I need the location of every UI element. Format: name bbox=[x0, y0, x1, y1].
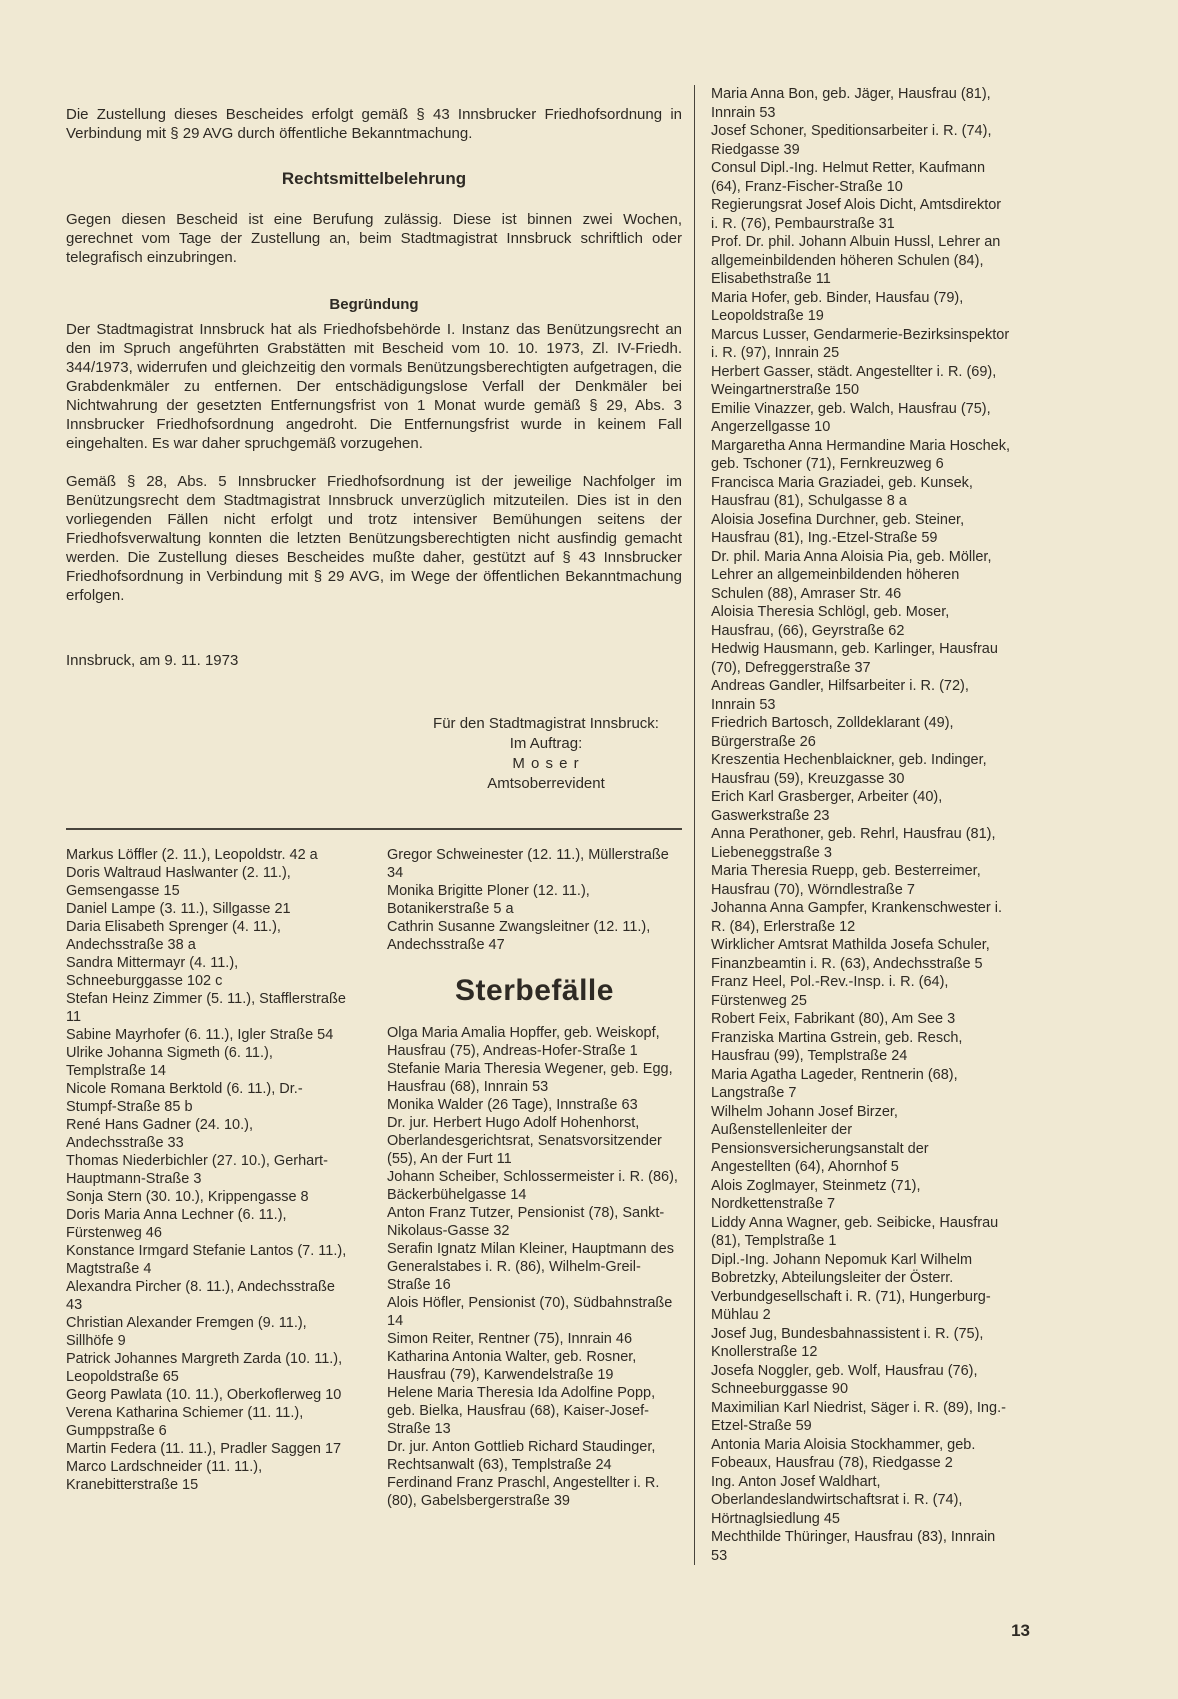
death-entry: Maria Anna Bon, geb. Jäger, Hausfrau (81), Innrain 53 bbox=[711, 86, 991, 121]
signature-block bbox=[410, 714, 682, 794]
death-entry: Hedwig Hausmann, geb. Karlinger, Hausfrau (70), Defreggerstraße 37 bbox=[711, 641, 998, 676]
death-entry: Dr. phil. Maria Anna Aloisia Pia, geb. Möller, Lehrer an allgemeinbildenden höheren Schulen (88), Amraser Str. 46 bbox=[711, 548, 992, 602]
birth-entry: Doris Maria Anna Lechner (6. 11.), Fürstenweg 46 bbox=[66, 1207, 287, 1241]
deaths-list-column-1 bbox=[387, 1024, 682, 1510]
birth-entry: Marco Lardschneider (11. 11.), Kranebitterstraße 15 bbox=[66, 1459, 263, 1493]
death-entry: Friedrich Bartosch, Zolldeklarant (49), Bürgerstraße 26 bbox=[711, 715, 954, 750]
dateline: Innsbruck, am 9. 11. 1973 bbox=[66, 652, 239, 669]
death-entry: Josef Jug, Bundesbahnassistent i. R. (75), Knollerstraße 12 bbox=[711, 1325, 984, 1360]
main-area bbox=[66, 85, 682, 1510]
death-entry: Josefa Noggler, geb. Wolf, Hausfrau (76), Schneeburggasse 90 bbox=[711, 1362, 978, 1397]
death-entry: Dr. jur. Herbert Hugo Adolf Hohenhorst, Oberlandesgerichtsrat, Senatsvorsitzender (55), An der Furt 11 bbox=[387, 1115, 662, 1167]
birth-entry: Stefan Heinz Zimmer (5. 11.), Stafflerstraße 11 bbox=[66, 991, 346, 1025]
death-entry: Aloisia Theresia Schlögl, geb. Moser, Hausfrau, (66), Geyrstraße 62 bbox=[711, 604, 950, 639]
death-entry: Josef Schoner, Speditionsarbeiter i. R. (74), Riedgasse 39 bbox=[711, 123, 992, 158]
death-entry: Franziska Martina Gstrein, geb. Resch, Hausfrau (99), Templstraße 24 bbox=[711, 1029, 963, 1064]
death-entry: Alois Zoglmayer, Steinmetz (71), Nordkettenstraße 7 bbox=[711, 1177, 921, 1212]
death-entry: Anton Franz Tutzer, Pensionist (78), Sankt-Nikolaus-Gasse 32 bbox=[387, 1205, 665, 1239]
births-list-column-2 bbox=[387, 846, 682, 954]
birth-entry: Daniel Lampe (3. 11.), Sillgasse 21 bbox=[66, 901, 291, 917]
death-entry: Wilhelm Johann Josef Birzer, Außenstellenleiter der Pensionsversicherungsanstalt der Angestellten (64), Ahornhof 5 bbox=[711, 1103, 929, 1175]
birth-entry: Doris Waltraud Haslwanter (2. 11.), Gemsengasse 15 bbox=[66, 865, 291, 899]
death-entry: Maximilian Karl Niedrist, Säger i. R. (89), Ing.-Etzel-Straße 59 bbox=[711, 1399, 1006, 1434]
death-entry: Robert Feix, Fabrikant (80), Am See 3 bbox=[711, 1011, 956, 1027]
legal-intro-paragraph: Die Zustellung dieses Bescheides erfolgt gemäß § 43 Innsbrucker Friedhofsordnung in Verbindung mit § 29 AVG durch öffentliche Bekanntmachung. bbox=[66, 106, 682, 142]
death-entry: Anna Perathoner, geb. Rehrl, Hausfrau (81), Liebeneggstraße 3 bbox=[711, 826, 996, 861]
birth-entry: Gregor Schweinester (12. 11.), Müllerstraße 34 bbox=[387, 847, 669, 881]
horizontal-rule bbox=[66, 828, 682, 830]
appeal-instruction-heading: Rechtsmittelbelehrung bbox=[281, 169, 467, 188]
birth-entry: Ulrike Johanna Sigmeth (6. 11.), Templstraße 14 bbox=[66, 1045, 273, 1079]
death-entry: Olga Maria Amalia Hopffer, geb. Weiskopf, Hausfrau (75), Andreas-Hofer-Straße 1 bbox=[387, 1025, 660, 1059]
birth-entry: Nicole Romana Berktold (6. 11.), Dr.-Stumpf-Straße 85 b bbox=[66, 1081, 303, 1115]
birth-entry: Monika Brigitte Ploner (12. 11.), Botanikerstraße 5 a bbox=[387, 883, 590, 917]
death-entry: Alois Höfler, Pensionist (70), Südbahnstraße 14 bbox=[387, 1295, 673, 1329]
death-entry: Kreszentia Hechenblaickner, geb. Indinger, Hausfrau (59), Kreuzgasse 30 bbox=[711, 752, 987, 787]
births-list-column-1 bbox=[66, 846, 351, 1510]
birth-entry: René Hans Gadner (24. 10.), Andechsstraße 33 bbox=[66, 1117, 253, 1151]
birth-entry: Sandra Mittermayr (4. 11.), Schneeburggasse 102 c bbox=[66, 955, 239, 989]
reasoning-paragraph-2: Gemäß § 28, Abs. 5 Innsbrucker Friedhofsordnung ist der jeweilige Nachfolger im Benützungsrecht dem Stadtmagistrat Innsbruck unverzüglich mitzuteilen. Dies ist in den vorliegenden Fällen nicht erfolgt und trotz intensiver Bemühungen seitens der Friedhofsverwaltung konnten die letzten Benützungsberechtigten nicht ausfindig gemacht werden. Die Zustellung dieses Bescheides mußte daher, gestützt auf § 43 Innsbrucker Friedhofsordnung in Verbindung mit § 29 AVG, im Wege der öffentlichen Bekanntmachung erfolgen. bbox=[66, 473, 682, 604]
death-entry: Helene Maria Theresia Ida Adolfine Popp, geb. Bielka, Hausfrau (68), Kaiser-Josef-Straße 13 bbox=[387, 1385, 656, 1437]
death-entry: Prof. Dr. phil. Johann Albuin Hussl, Lehrer an allgemeinbildenden höheren Schulen (84), Elisabethstraße 11 bbox=[711, 234, 1001, 287]
signature-title: Amtsoberrevident bbox=[487, 775, 605, 792]
death-entry: Johanna Anna Gampfer, Krankenschwester i. R. (84), Erlerstraße 12 bbox=[711, 900, 1002, 935]
reasoning-heading: Begründung bbox=[329, 296, 419, 313]
death-entry: Ing. Anton Josef Waldhart, Oberlandeslandwirtschaftsrat i. R. (74), Hörtnaglsiedlung 45 bbox=[711, 1473, 963, 1527]
death-entry: Stefanie Maria Theresia Wegener, geb. Egg, Hausfrau (68), Innrain 53 bbox=[387, 1061, 673, 1095]
birth-entry: Alexandra Pircher (8. 11.), Andechsstraße 43 bbox=[66, 1279, 335, 1313]
death-entry: Margaretha Anna Hermandine Maria Hoschek, geb. Tschoner (71), Fernkreuzweg 6 bbox=[711, 437, 1011, 472]
death-entry: Monika Walder (26 Tage), Innstraße 63 bbox=[387, 1097, 638, 1113]
middle-column bbox=[387, 846, 682, 1510]
reasoning-paragraph-1: Der Stadtmagistrat Innsbruck hat als Friedhofsbehörde I. Instanz das Benützungsrecht an den im Spruch angeführten Grabstätten mit Bescheid vom 10. 10. 1973, Zl. IV-Friedh. 344/1973, widerrufen und gleichzeitig den vormals Benützungsberechtigten aufgetragen, die Grabdenkmäler zu entfernen. Der entschädigungslose Verfall der Denkmäler bei Nichtwahrung der gesetzten Entfernungsfrist von 1 Monat wurde gemäß § 29, Abs. 3 Innsbrucker Friedhofsordnung angedroht. Die Entfernungsfrist wurde in keinem Fall eingehalten. Es war daher spruchgemäß vorzugehen. bbox=[66, 321, 682, 452]
death-entry: Simon Reiter, Rentner (75), Innrain 46 bbox=[387, 1331, 633, 1347]
death-entry: Marcus Lusser, Gendarmerie-Bezirksinspektor i. R. (97), Innrain 25 bbox=[711, 326, 1010, 361]
death-entry: Johann Scheiber, Schlossermeister i. R. (86), Bäckerbühelgasse 14 bbox=[387, 1169, 678, 1203]
signature-authority-line: Für den Stadtmagistrat Innsbruck: bbox=[433, 715, 659, 732]
birth-entry: Konstance Irmgard Stefanie Lantos (7. 11.), Magtstraße 4 bbox=[66, 1243, 347, 1277]
deaths-list-column-2 bbox=[694, 85, 1010, 1565]
birth-entry: Cathrin Susanne Zwangsleitner (12. 11.), Andechsstraße 47 bbox=[387, 919, 651, 953]
birth-entry: Markus Löffler (2. 11.), Leopoldstr. 42 a bbox=[66, 847, 318, 863]
death-entry: Emilie Vinazzer, geb. Walch, Hausfrau (75), Angerzellgasse 10 bbox=[711, 400, 991, 435]
death-entry: Mechthilde Thüringer, Hausfrau (83), Innrain 53 bbox=[711, 1529, 996, 1564]
name-lists-row bbox=[66, 846, 682, 1510]
death-entry: Wirklicher Amtsrat Mathilda Josefa Schuler, Finanzbeamtin i. R. (63), Andechsstraße 5 bbox=[711, 937, 990, 972]
deaths-section-heading: Sterbefälle bbox=[455, 974, 614, 1007]
birth-entry: Verena Katharina Schiemer (11. 11.), Gumppstraße 6 bbox=[66, 1405, 304, 1439]
birth-entry: Martin Federa (11. 11.), Pradler Saggen 17 bbox=[66, 1441, 342, 1457]
signature-on-behalf-line: Im Auftrag: bbox=[509, 735, 583, 752]
death-entry: Regierungsrat Josef Alois Dicht, Amtsdirektor i. R. (76), Pembaurstraße 31 bbox=[711, 197, 1002, 232]
death-entry: Dr. jur. Anton Gottlieb Richard Staudinger, Rechtsanwalt (63), Templstraße 24 bbox=[387, 1439, 656, 1473]
birth-entry: Thomas Niederbichler (27. 10.), Gerhart-Hauptmann-Straße 3 bbox=[66, 1153, 328, 1187]
signature-name: M o s e r bbox=[512, 755, 580, 772]
death-entry: Herbert Gasser, städt. Angestellter i. R. (69), Weingartnerstraße 150 bbox=[711, 363, 997, 398]
death-entry: Consul Dipl.-Ing. Helmut Retter, Kaufmann (64), Franz-Fischer-Straße 10 bbox=[711, 160, 986, 195]
page-content bbox=[66, 85, 1010, 1565]
death-entry: Katharina Antonia Walter, geb. Rosner, Hausfrau (79), Karwendelstraße 19 bbox=[387, 1349, 637, 1383]
death-entry: Dipl.-Ing. Johann Nepomuk Karl Wilhelm Bobretzky, Abteilungsleiter der Österr. Verbundgesellschaft i. R. (71), Hungerburg-Mühlau 2 bbox=[711, 1251, 991, 1323]
legal-notice-section bbox=[66, 105, 682, 794]
birth-entry: Georg Pawlata (10. 11.), Oberkoflerweg 10 bbox=[66, 1387, 342, 1403]
death-entry: Franz Heel, Pol.-Rev.-Insp. i. R. (64), Fürstenweg 25 bbox=[711, 974, 949, 1009]
death-entry: Maria Agatha Lageder, Rentnerin (68), Langstraße 7 bbox=[711, 1066, 958, 1101]
death-entry: Serafin Ignatz Milan Kleiner, Hauptmann des Generalstabes i. R. (86), Wilhelm-Greil-Straße 16 bbox=[387, 1241, 674, 1293]
birth-entry: Christian Alexander Fremgen (9. 11.), Sillhöfe 9 bbox=[66, 1315, 307, 1349]
birth-entry: Patrick Johannes Margreth Zarda (10. 11.), Leopoldstraße 65 bbox=[66, 1351, 343, 1385]
death-entry: Liddy Anna Wagner, geb. Seibicke, Hausfrau (81), Templstraße 1 bbox=[711, 1214, 999, 1249]
death-entry: Ferdinand Franz Praschl, Angestellter i. R. (80), Gabelsbergerstraße 39 bbox=[387, 1475, 660, 1509]
birth-entry: Sonja Stern (30. 10.), Krippengasse 8 bbox=[66, 1189, 309, 1205]
death-entry: Francisca Maria Graziadei, geb. Kunsek, Hausfrau (81), Schulgasse 8 a bbox=[711, 474, 973, 509]
death-entry: Maria Theresia Ruepp, geb. Besterreimer, Hausfrau (70), Wörndlestraße 7 bbox=[711, 863, 981, 898]
birth-entry: Sabine Mayrhofer (6. 11.), Igler Straße 54 bbox=[66, 1027, 334, 1043]
birth-entry: Daria Elisabeth Sprenger (4. 11.), Andechsstraße 38 a bbox=[66, 919, 281, 953]
appeal-paragraph: Gegen diesen Bescheid ist eine Berufung zulässig. Diese ist binnen zwei Wochen, gerechnet vom Tage der Zustellung an, beim Stadtmagistrat Innsbruck schriftlich oder telegrafisch einzubringen. bbox=[66, 211, 682, 266]
death-entry: Erich Karl Grasberger, Arbeiter (40), Gaswerkstraße 23 bbox=[711, 789, 943, 824]
death-entry: Aloisia Josefina Durchner, geb. Steiner, Hausfrau (81), Ing.-Etzel-Straße 59 bbox=[711, 511, 965, 546]
page-number: 13 bbox=[1011, 1621, 1030, 1640]
death-entry: Antonia Maria Aloisia Stockhammer, geb. Fobeaux, Hausfrau (78), Riedgasse 2 bbox=[711, 1436, 976, 1471]
death-entry: Maria Hofer, geb. Binder, Hausfau (79), Leopoldstraße 19 bbox=[711, 289, 964, 324]
death-entry: Andreas Gandler, Hilfsarbeiter i. R. (72), Innrain 53 bbox=[711, 678, 969, 713]
